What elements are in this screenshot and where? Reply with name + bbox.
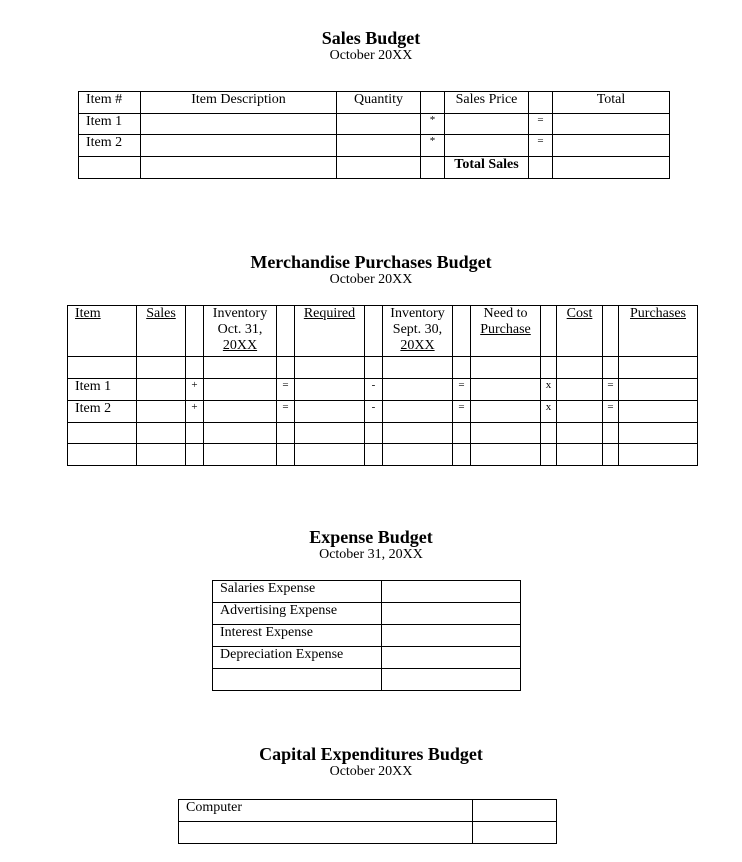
quantity-cell[interactable] [337, 114, 421, 135]
table-row [68, 401, 698, 423]
capital-item-label: Computer [179, 800, 473, 822]
capital-item-cell[interactable] [179, 822, 473, 844]
header-required: Required [295, 306, 365, 357]
price-cell[interactable] [445, 135, 529, 157]
purchases-budget-title: Merchandise Purchases Budget [250, 252, 492, 272]
header-total: Total [553, 92, 670, 114]
need-to-purchase-cell[interactable] [471, 379, 541, 401]
table-row [179, 822, 557, 844]
expense-budget-subtitle: October 31, 20XX [319, 547, 423, 562]
purchases-cell[interactable] [619, 401, 698, 423]
capital-amount-cell[interactable] [473, 822, 557, 844]
expense-label: Advertising Expense [213, 603, 382, 625]
table-row [179, 800, 557, 822]
table-row [213, 669, 521, 691]
plus-sign: + [186, 379, 204, 401]
total-sales-cell[interactable] [553, 157, 670, 179]
table-row [213, 581, 521, 603]
equals-sign: = [453, 379, 471, 401]
header-cost: Cost [557, 306, 603, 357]
times-sign: x [541, 379, 557, 401]
minus-sign: - [365, 379, 383, 401]
table-row [213, 603, 521, 625]
row-item-label: Item 1 [79, 114, 141, 135]
equals-sign: = [277, 379, 295, 401]
expense-label: Salaries Expense [213, 581, 382, 603]
purchases-budget-table [67, 305, 698, 466]
purchases-budget-subtitle: October 20XX [329, 272, 413, 287]
plus-sign: + [186, 401, 204, 423]
sales-cell[interactable] [137, 401, 186, 423]
inventory-sept-cell[interactable] [383, 401, 453, 423]
multiply-sign: * [421, 135, 445, 157]
expense-budget-table [212, 580, 521, 691]
inventory-oct-cell[interactable] [204, 401, 277, 423]
required-cell[interactable] [295, 379, 365, 401]
table-row [79, 114, 670, 135]
description-cell[interactable] [141, 135, 337, 157]
header-inventory-oct: Inventory Oct. 31, 20XX [204, 306, 277, 357]
sales-budget-title: Sales Budget [321, 28, 421, 48]
capital-budget-heading [0, 744, 742, 780]
capital-budget-table [178, 799, 557, 844]
purchases-cell[interactable] [619, 379, 698, 401]
row-item-label: Item 2 [79, 135, 141, 157]
header-item-description: Item Description [141, 92, 337, 114]
equals-sign: = [277, 401, 295, 423]
header-quantity: Quantity [337, 92, 421, 114]
total-cell[interactable] [553, 135, 670, 157]
capital-budget-title: Capital Expenditures Budget [259, 744, 483, 764]
total-sales-label: Total Sales [445, 157, 529, 179]
table-row [213, 647, 521, 669]
header-sales-price: Sales Price [445, 92, 529, 114]
expense-label: Depreciation Expense [213, 647, 382, 669]
quantity-cell[interactable] [337, 135, 421, 157]
row-item-label: Item 1 [68, 379, 137, 401]
sales-cell[interactable] [137, 379, 186, 401]
expense-amount-cell[interactable] [382, 581, 521, 603]
minus-sign: - [365, 401, 383, 423]
description-cell[interactable] [141, 114, 337, 135]
inventory-sept-cell[interactable] [383, 379, 453, 401]
header-inventory-sept: Inventory Sept. 30, 20XX [383, 306, 453, 357]
table-row [79, 157, 670, 179]
expense-total-cell[interactable] [382, 669, 521, 691]
expense-amount-cell[interactable] [382, 603, 521, 625]
required-cell[interactable] [295, 401, 365, 423]
table-header-row [68, 306, 698, 357]
capital-budget-subtitle: October 20XX [329, 764, 413, 779]
equals-sign: = [603, 401, 619, 423]
inventory-oct-cell[interactable] [204, 379, 277, 401]
table-row [68, 444, 698, 466]
header-item: Item [68, 306, 137, 357]
header-sales: Sales [137, 306, 186, 357]
table-row [79, 135, 670, 157]
expense-total-label-cell[interactable] [213, 669, 382, 691]
header-item-number: Item # [79, 92, 141, 114]
expense-budget-title: Expense Budget [309, 527, 433, 547]
sales-budget-heading [0, 28, 742, 64]
equals-sign: = [529, 114, 553, 135]
table-row [68, 357, 698, 379]
times-sign: x [541, 401, 557, 423]
capital-amount-cell[interactable] [473, 800, 557, 822]
equals-sign: = [529, 135, 553, 157]
need-to-purchase-cell[interactable] [471, 401, 541, 423]
expense-amount-cell[interactable] [382, 647, 521, 669]
cost-cell[interactable] [557, 379, 603, 401]
cost-cell[interactable] [557, 401, 603, 423]
table-row [68, 423, 698, 444]
price-cell[interactable] [445, 114, 529, 135]
expense-label: Interest Expense [213, 625, 382, 647]
header-need-to-purchase: Need to Purchase [471, 306, 541, 357]
header-purchases: Purchases [619, 306, 698, 357]
expense-budget-heading [0, 527, 742, 563]
row-item-label: Item 2 [68, 401, 137, 423]
total-cell[interactable] [553, 114, 670, 135]
table-header-row [79, 92, 670, 114]
equals-sign: = [453, 401, 471, 423]
purchases-budget-heading [0, 252, 742, 288]
multiply-sign: * [421, 114, 445, 135]
expense-amount-cell[interactable] [382, 625, 521, 647]
table-row [68, 379, 698, 401]
sales-budget-subtitle: October 20XX [329, 48, 413, 63]
equals-sign: = [603, 379, 619, 401]
sales-budget-table [78, 91, 670, 179]
table-row [213, 625, 521, 647]
